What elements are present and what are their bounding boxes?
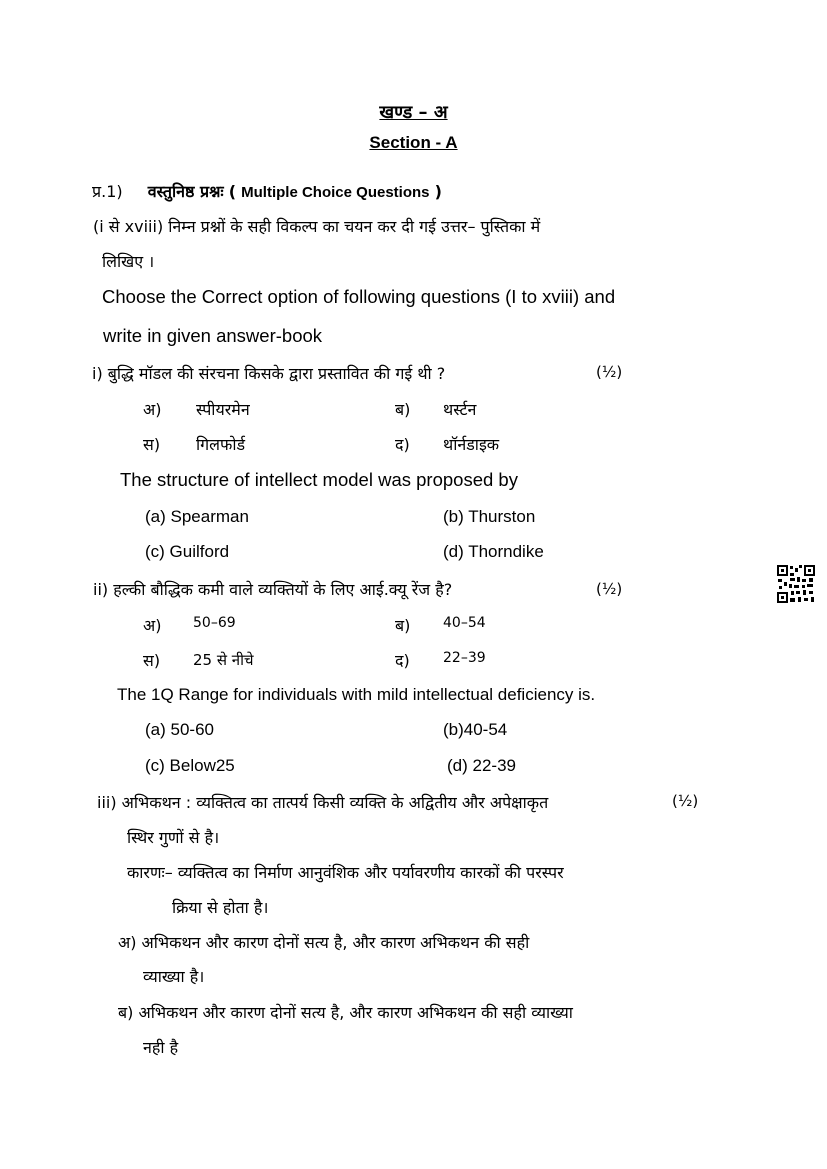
option-text: 22–39 (443, 650, 486, 666)
option-text: स्पीयरमेन (196, 400, 250, 419)
english-option: (a) Spearman (145, 507, 249, 526)
option-label: स) (143, 435, 161, 454)
question-iii-option-b-line2: नही है (143, 1038, 179, 1057)
instruction-hindi-line1: (i से xviii) निम्न प्रश्नों के सही विकल्प का चयन कर दी गई उत्तर– पुस्तिका में (93, 217, 541, 236)
question-i-marks: (½) (596, 363, 623, 381)
option-text: 50–69 (193, 615, 236, 631)
english-option: (b)40-54 (443, 720, 508, 739)
close-paren: ) (434, 182, 442, 201)
option-label: द) (395, 651, 410, 670)
option-label: स) (143, 651, 161, 670)
english-option: (b) Thurston (443, 507, 536, 526)
section-title-english: Section - A (369, 133, 458, 152)
option-label: अ) (143, 400, 162, 419)
question-iii-option-a-line2: व्याख्या है। (143, 967, 205, 986)
option-text: 40–54 (443, 615, 486, 631)
question-ii-english: The 1Q Range for individuals with mild intellectual deficiency is. (117, 685, 596, 704)
option-label: ब) (395, 616, 411, 635)
question-i-english: The structure of intellect model was proposed by (120, 469, 518, 490)
option-label: ब) (395, 400, 411, 419)
english-option: (d) 22-39 (447, 756, 516, 775)
english-option: (c) Below25 (145, 756, 235, 775)
question-i-hindi: i) बुद्धि मॉडल की संरचना किसके द्वारा प्रस्तावित की गई थी ? (92, 364, 446, 383)
question-1-heading (92, 180, 442, 202)
hindi-label: वस्तुनिष्ठ प्रश्नः (147, 182, 224, 201)
option-text: थर्स्टन (443, 400, 477, 419)
open-paren: ( (228, 182, 237, 201)
option-label: द) (395, 435, 410, 454)
option-text: थॉर्नडाइक (443, 435, 500, 454)
instruction-english-line1: Choose the Correct option of following questions (I to xviii) and (102, 286, 616, 307)
question-iii-assertion-line2: स्थिर गुणों से है। (127, 828, 220, 847)
english-option: (d) Thorndike (443, 542, 544, 561)
question-iii-reason-line1: कारणः– व्यक्तित्व का निर्माण आनुवंशिक और पर्यावरणीय कारकों की परस्पर (127, 863, 564, 882)
option-label: अ) (143, 616, 162, 635)
question-iii-assertion-line1: iii) अभिकथन : व्यक्तित्व का तात्पर्य किसी व्यक्ति के अद्वितीय और अपेक्षाकृत (97, 793, 549, 812)
question-ii-marks: (½) (596, 580, 623, 598)
question-iii-option-a-line1: अ) अभिकथन और कारण दोनों सत्य है, और कारण अभिकथन की सही (118, 933, 530, 952)
instruction-english-line2: write in given answer-book (103, 325, 323, 346)
question-iii-option-b-line1: ब) अभिकथन और कारण दोनों सत्य है, और कारण अभिकथन की सही व्याख्या (118, 1003, 573, 1022)
option-text: 25 से नीचे (193, 651, 254, 669)
option-text: गिलफोर्ड (196, 435, 246, 454)
qr-code-icon (776, 564, 816, 604)
question-number: प्र.1) (92, 182, 123, 201)
english-option: (c) Guilford (145, 542, 230, 561)
english-label: Multiple Choice Questions (241, 184, 430, 201)
instruction-hindi-line2: लिखिए । (102, 252, 155, 271)
english-option: (a) 50-60 (145, 720, 214, 739)
question-ii-hindi: ii) हल्की बौद्धिक कमी वाले व्यक्तियों के लिए आई.क्यू रेंज है? (93, 580, 453, 599)
question-iii-marks: (½) (672, 792, 699, 810)
section-title-hindi: खण्ड – अ (379, 102, 448, 123)
question-iii-reason-line2: क्रिया से होता है। (172, 898, 269, 917)
